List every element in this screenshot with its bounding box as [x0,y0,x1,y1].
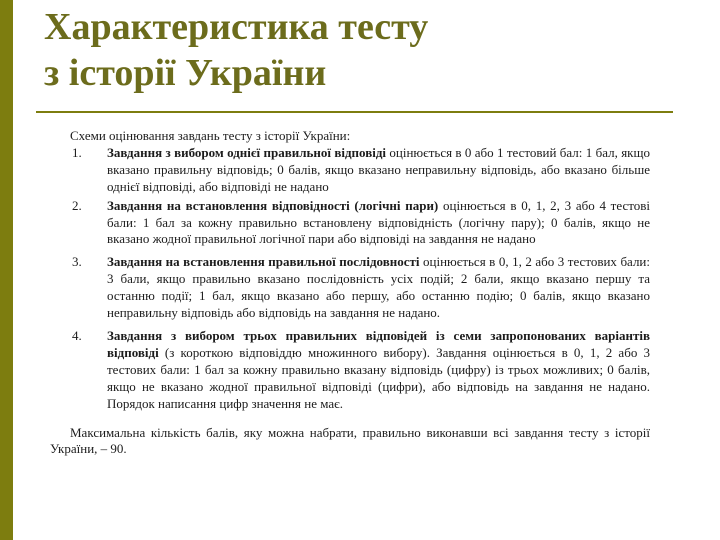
list-item [50,198,650,249]
intro-text: Схеми оцінювання завдань тесту з історії України: [70,128,351,143]
list-item [50,328,650,413]
slide-title-line-1: Характеристика тесту [44,6,429,48]
slide-title [44,4,684,96]
list-item-text: оцінюється в 0, 1, 2, 3 або 4 тестові бали: 1 бал за кожну правильно встановлену відповідність (логічну пару); 0 балів, якщо не вказано жодної правильної логічної пари або відповіді на завдання не надано [107,197,650,247]
list-item-text: оцінюється в 0, 1, 2 або 3 тестових бали: 3 бали, якщо правильно вказано послідовність усіх подій; 2 бали, якщо вказано першу та останню події; 1 бал, якщо вказано або першу, або останню подію; 0 балів, якщо вказано неправильну відповідь або відповідь на завдання не надано. [107,254,650,321]
list-item-text: (з короткою відповіддю множинного вибору). Завдання оцінюється в 0, 1, 2 або 3 тестових бали: 1 бал за кожну правильно вказану відповідь (цифру) із трьох можливих; 0 балів, якщо не вказано жодної правильної відповіді (цифри), або відповідь на завдання не надано. Порядок написання цифр значення не має. [107,344,650,411]
list-item-heading: Завдання на встановлення правильної послідовності [107,254,420,270]
list-item [50,254,650,322]
slide-title-line-2: з історії України [44,52,327,94]
list-item-heading: Завдання з вибором однієї правильної відповіді [107,144,387,160]
list-item-number: 3. [72,254,82,270]
list-item-number: 2. [72,197,82,213]
list-item [50,145,650,196]
document-body [50,128,650,458]
left-accent-bar [0,0,13,540]
summary-text: Максимальна кількість балів, яку можна набрати, правильно виконавши всі завдання тесту з історії України, – 90. [50,424,650,457]
list-item-heading: Завдання з вибором трьох правильних відповідей із семи запропонованих варіантів відповіді [107,327,650,360]
title-underline [36,111,673,113]
list-item-number: 1. [72,144,82,160]
list-item-heading: Завдання на встановлення відповідності (логічні пари) [107,197,439,213]
list-item-number: 4. [72,327,82,343]
list-item-text: оцінюється в 0 або 1 тестовий бал: 1 бал, якщо вказано правильну відповідь; 0 балів, якщо вказано неправильну відповідь, або вказано більше однієї відповіді, або відповіді не надано [107,144,651,194]
